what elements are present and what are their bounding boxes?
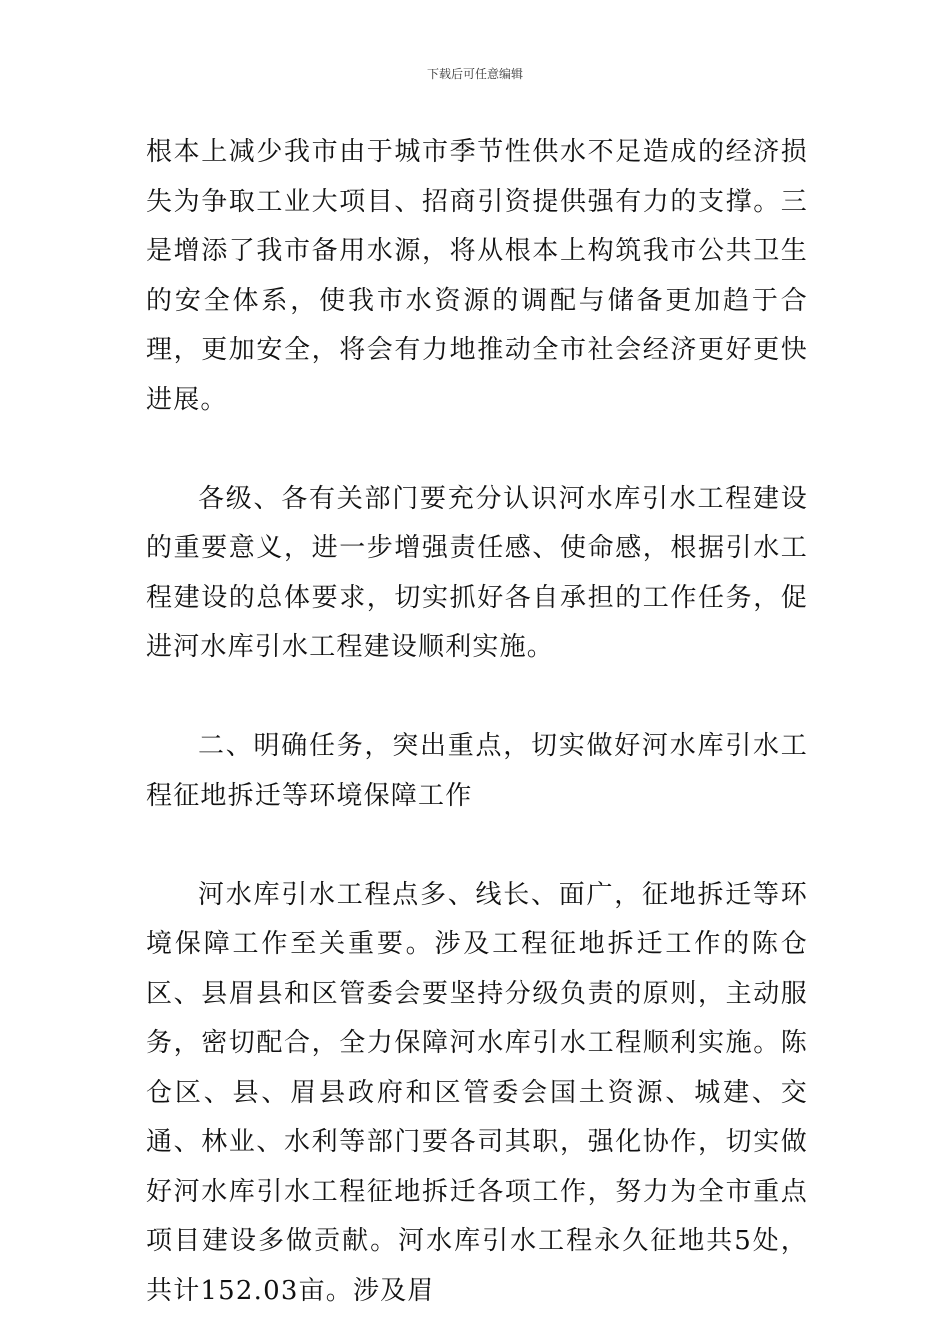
paragraph-spacer	[146, 425, 808, 475]
document-body	[146, 128, 808, 1316]
section-heading-two: 二、明确任务，突出重点，切实做好河水库引水工程征地拆迁等环境保障工作	[146, 731, 808, 811]
paragraph-awareness: 各级、各有关部门要充分认识河水库引水工程建设的重要意义，进一步增强责任感、使命感，根据引水工程建设的总体要求，切实抓好各自承担的工作任务，促进河水库引水工程建设顺利实施。	[146, 483, 808, 662]
paragraph-land-acquisition: 河水库引水工程点多、线长、面广，征地拆迁等环境保障工作至关重要。涉及工程征地拆迁工作的陈仓区、县眉县和区管委会要坚持分级负责的原则，主动服务，密切配合，全力保障河水库引水工程顺利实施。陈仓区、县、眉县政府和区管委会国土资源、城建、交通、林业、水利等部门要各司其职，强化协作，切实做好河水库引水工程征地拆迁各项工作，努力为全市重点项目建设多做贡献。河水库引水工程永久征地共5处，共计152.03亩。涉及眉	[146, 879, 808, 1306]
page-header-note: 下载后可任意编辑	[426, 67, 523, 81]
paragraph-spacer	[146, 673, 808, 723]
paragraph-continuation: 根本上减少我市由于城市季节性供水不足造成的经济损失为争取工业大项目、招商引资提供强有力的支撑。三是增添了我市备用水源，将从根本上构筑我市公共卫生的安全体系，使我市水资源的调配与储备更加趋于合理，更加安全，将会有力地推动全市社会经济更好更快进展。	[146, 137, 808, 415]
paragraph-spacer	[146, 821, 808, 871]
